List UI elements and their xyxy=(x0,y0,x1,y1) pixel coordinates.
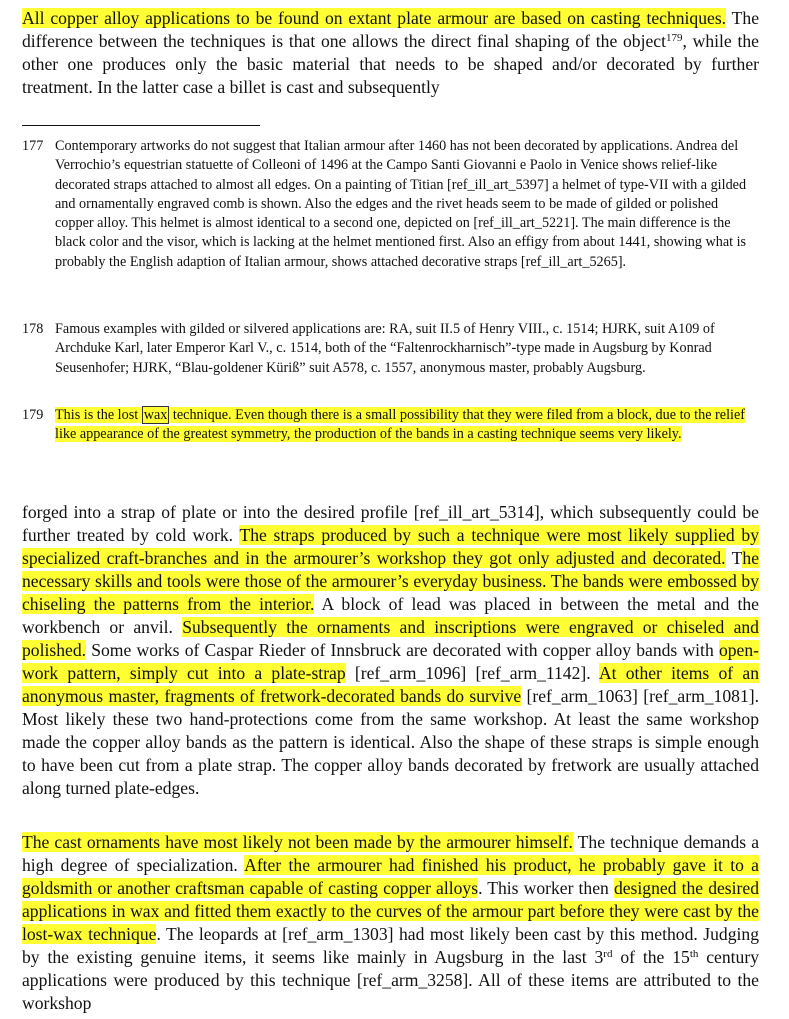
highlighted-sentence: The straps produced by such a technique were most likely supplied by specialized craft-branches and in the armourer’s workshop they got only adjusted and decorated. xyxy=(22,525,760,568)
highlighted-sentence: Subsequently the ornaments and inscriptions were engraved or chiseled and polished. xyxy=(22,617,759,660)
highlighted-sentence: At other items of an anonymous master, fragments of fretwork-decorated bands do survive xyxy=(22,663,759,706)
highlighted-sentence: designed the desired applications in wax and fitted them exactly to the curves of the armour part before they were cast by the lost-wax technique xyxy=(22,878,759,944)
highlighted-sentence: After the armourer had finished his product, he probably gave it to a goldsmith or another craftsman capable of casting copper alloys xyxy=(22,855,759,898)
paragraph-text: [ref_arm_1096] [ref_arm_1142]. xyxy=(345,663,599,683)
footnote-marker[interactable]: 179 xyxy=(666,32,683,44)
paragraph-text: T xyxy=(725,548,743,568)
footnote-number: 178 xyxy=(22,321,44,337)
footnote-text: Contemporary artworks do not suggest that Italian armour after 1460 has not been decorated by applications. Andrea del Verrochio’s equestrian statuette of Colleoni of 1496 at the Campo Santi Giovanni e Paolo in Venice shows relief-like decorated straps attached to almost all edges. On a painting of Titian [ref_ill_art_5397] a helmet of type-VII with a gilded and ornamentally engraved comb is shown. Also the edges and the rivet heads seem to be made of gilded or polished copper alloy. This helmet is almost identical to a second one, depicted on [ref_ill_art_5221]. The main difference is the black color and the visor, which is lacking at the helmet mentioned first. Also an effigy from about 1441, showing what is probably the English adaption of Italian armour, shows attached decorative straps [ref_ill_art_5265]. xyxy=(55,138,747,270)
paragraph-text: The technique demands a high degree of specialization. xyxy=(22,832,759,875)
body-paragraph-1 xyxy=(22,501,759,800)
footnote-text xyxy=(55,406,759,445)
ordinal-suffix: rd xyxy=(603,948,613,960)
highlighted-text: This is the lost xyxy=(55,407,142,423)
paragraph-text: A block of lead was placed in between the metal and the workbench or anvil. xyxy=(22,594,759,637)
footnote-178 xyxy=(22,320,759,378)
paragraph-text: . The leopards at [ref_arm_1303] had most likely been cast by this method. Judging by the existing genuine items, it seems like mainly in Augsburg in the last 3 xyxy=(22,924,759,967)
paragraph-text: century applications were produced by this technique [ref_arm_3258]. All of these items are attributed to the workshop xyxy=(22,947,759,1013)
highlighted-sentence: All copper alloy applications to be found on extant plate armour are based on casting techniques. xyxy=(22,8,727,28)
paragraph-text: of the 15 xyxy=(612,947,690,967)
paragraph-text: Some works of Caspar Rieder of Innsbruck are decorated with copper alloy bands with xyxy=(86,640,719,660)
paragraph-text: [ref_arm_1063] [ref_arm_1081]. Most likely these two hand-protections come from the same workshop. At least the same workshop made the copper alloy bands as the pattern is identical. Also the shape of these straps is simple enough to have been cut from a plate strap. The copper alloy bands decorated by fretwork are usually attached along turned plate-edges. xyxy=(22,686,759,798)
paragraph-text: , while the other one produces only the basic material that needs to be shaped and/or decorated by further treatment. In the latter case a billet is cast and subsequently xyxy=(22,31,759,97)
paragraph-text: . This worker then xyxy=(478,878,614,898)
footnote-number: 177 xyxy=(22,138,44,154)
footnote-number: 179 xyxy=(22,407,44,423)
footnote-separator xyxy=(22,125,260,126)
highlighted-text: technique. Even though there is a small possibility that they were filed from a block, due to the relief like appearance of the greatest symmetry, the production of the bands in a casting technique seems very likely. xyxy=(55,407,745,443)
top-paragraph xyxy=(22,7,759,99)
footnote-179 xyxy=(22,406,759,445)
footnote-text: Famous examples with gilded or silvered applications are: RA, suit II.5 of Henry VIII., c. 1514; HJRK, suit A109 of Archduke Karl, later Emperor Karl V., c. 1514, both of the “Faltenrockharnisch”-type made in Augsburg by Konrad Seusenhofer; HJRK, “Blau-goldener Küriß” suit A578, c. 1557, anonymous master, probably Augsburg. xyxy=(55,321,715,376)
footnote-177 xyxy=(22,137,759,272)
highlighted-sentence: open-work pattern, simply cut into a plate-strap xyxy=(22,640,759,683)
highlighted-sentence: The cast ornaments have most likely not been made by the armourer himself. xyxy=(22,832,573,852)
body-paragraph-2 xyxy=(22,831,759,1015)
highlighted-sentence: he necessary skills and tools were those of the armourer’s everyday business. The bands were embossed by chiseling the patterns from the interior. xyxy=(22,548,760,614)
paragraph-text: The difference between the techniques is that one allows the direct final shaping of the object xyxy=(22,8,759,51)
ordinal-suffix: th xyxy=(689,948,699,960)
boxed-word: wax xyxy=(143,407,168,423)
paragraph-text: forged into a strap of plate or into the desired profile [ref_ill_art_5314], which subsequently could be further treated by cold work. xyxy=(22,502,759,545)
